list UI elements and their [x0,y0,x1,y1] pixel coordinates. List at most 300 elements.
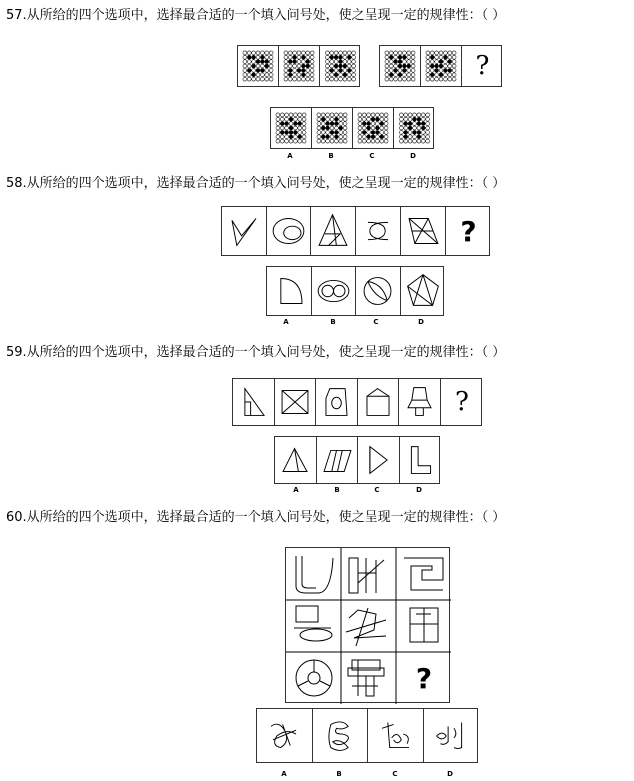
white-dot [343,139,347,143]
white-dot [330,126,334,130]
white-dot [334,113,338,117]
black-dot [330,55,334,59]
white-dot [269,64,273,68]
white-dot [426,51,430,55]
black-dot [413,117,417,121]
white-dot [389,68,393,72]
black-dot [404,122,408,126]
q59-options [274,436,440,484]
white-dot [284,64,288,68]
white-dot [302,122,306,126]
black-dot [289,135,293,139]
white-dot [435,51,439,55]
white-dot [293,68,297,72]
white-dot [426,139,430,143]
black-dot [439,64,443,68]
white-dot [289,122,293,126]
white-dot [252,77,256,81]
black-dot [371,130,375,134]
white-dot [371,122,375,126]
white-dot [325,68,329,72]
white-dot [404,126,408,130]
q57-label-d: D [410,152,416,160]
q59-option-b[interactable] [317,437,358,483]
white-dot [380,117,384,121]
dot-grid [421,46,461,86]
black-dot [380,122,384,126]
white-dot [260,51,264,55]
black-dot [371,117,375,121]
black-dot [389,73,393,77]
black-dot [321,126,325,130]
white-dot [276,122,280,126]
white-dot [384,135,388,139]
black-dot [247,68,251,72]
black-dot [330,130,334,134]
white-dot [435,55,439,59]
white-dot [293,135,297,139]
black-dot [252,73,256,77]
black-dot [298,122,302,126]
black-dot [417,135,421,139]
white-dot [426,64,430,68]
white-dot [421,139,425,143]
white-dot [394,51,398,55]
white-dot [276,139,280,143]
black-dot [330,122,334,126]
white-dot [411,55,415,59]
white-dot [339,73,343,77]
white-dot [384,122,388,126]
q58-label-d: D [418,318,424,326]
white-dot [448,55,452,59]
white-dot [276,117,280,121]
q59-option-a[interactable] [275,437,317,483]
white-dot [394,55,398,59]
white-dot [389,51,393,55]
white-dot [343,130,347,134]
white-dot [325,55,329,59]
white-dot [326,113,330,117]
q58-seq-figure-1 [222,207,267,255]
black-dot [398,64,402,68]
white-dot [411,68,415,72]
black-dot [339,60,343,64]
q60-label-a: A [281,770,287,778]
white-dot [276,126,280,130]
white-dot [380,126,384,130]
black-dot [402,55,406,59]
white-dot [417,113,421,117]
white-dot [302,135,306,139]
q60-option-b[interactable] [313,709,368,762]
q58-option-d[interactable] [401,267,445,315]
white-dot [265,77,269,81]
white-dot [326,130,330,134]
black-dot [334,130,338,134]
white-dot [413,135,417,139]
black-dot [288,73,292,77]
black-dot [288,68,292,72]
white-dot [243,51,247,55]
white-dot [384,113,388,117]
white-dot [297,51,301,55]
white-dot [384,130,388,134]
white-dot [256,77,260,81]
white-dot [408,135,412,139]
white-dot [298,126,302,130]
white-dot [375,122,379,126]
white-dot [243,64,247,68]
white-dot [339,139,343,143]
black-dot [247,55,251,59]
black-dot [306,60,310,64]
black-dot [252,55,256,59]
white-dot [448,51,452,55]
q59-seq-figure-1 [233,379,275,425]
black-dot [293,130,297,134]
white-dot [408,130,412,134]
white-dot [452,64,456,68]
white-dot [375,135,379,139]
black-dot [326,126,330,130]
white-dot [408,139,412,143]
white-dot [252,68,256,72]
white-dot [385,64,389,68]
black-dot [367,135,371,139]
white-dot [288,64,292,68]
white-dot [339,117,343,121]
black-dot [439,73,443,77]
white-dot [326,117,330,121]
white-dot [439,68,443,72]
black-dot [280,122,284,126]
white-dot [404,117,408,121]
white-dot [256,51,260,55]
q58-option-b[interactable] [312,267,356,315]
black-dot [334,73,338,77]
white-dot [439,55,443,59]
white-dot [252,51,256,55]
white-dot [306,68,310,72]
q58-options [266,266,444,316]
white-dot [243,73,247,77]
black-dot [394,60,398,64]
white-dot [317,126,321,130]
white-dot [288,51,292,55]
white-dot [399,139,403,143]
white-dot [399,130,403,134]
white-dot [297,60,301,64]
white-dot [284,51,288,55]
white-dot [310,77,314,81]
white-dot [380,130,384,134]
white-dot [334,126,338,130]
black-dot [347,55,351,59]
q59-option-c[interactable] [358,437,400,483]
white-dot [367,139,371,143]
white-dot [330,117,334,121]
black-dot [301,55,305,59]
black-dot [402,68,406,72]
white-dot [389,64,393,68]
black-dot [339,126,343,130]
white-dot [352,55,356,59]
white-dot [269,73,273,77]
question-mark: ? [415,662,433,695]
white-dot [306,77,310,81]
white-dot [288,77,292,81]
white-dot [352,73,356,77]
black-dot [260,60,264,64]
black-dot [417,122,421,126]
white-dot [384,139,388,143]
black-dot [343,64,347,68]
white-dot [276,135,280,139]
white-dot [452,51,456,55]
white-dot [358,130,362,134]
white-dot [301,51,305,55]
black-dot [362,130,366,134]
question-mark: ? [460,214,477,248]
white-dot [280,139,284,143]
q58-label-a: A [283,318,289,326]
dot-grid [279,46,319,86]
white-dot [298,130,302,134]
white-dot [362,113,366,117]
black-dot [408,122,412,126]
white-dot [426,126,430,130]
q57-label-a: A [287,152,293,160]
black-dot [260,55,264,59]
question-57-text: 57.从所给的四个选项中，选择最合适的一个填入问号处，使之呈现一定的规律性：（ ） [6,8,506,23]
white-dot [358,126,362,130]
white-dot [280,126,284,130]
q58-option-a[interactable] [267,267,312,315]
black-dot [421,126,425,130]
white-dot [284,55,288,59]
black-dot [330,68,334,72]
q58-seq-figure-4 [356,207,401,255]
white-dot [343,60,347,64]
dot-grid [394,108,435,148]
white-dot [343,68,347,72]
black-dot [326,135,330,139]
white-dot [411,73,415,77]
white-dot [385,55,389,59]
white-dot [302,130,306,134]
white-dot [256,55,260,59]
white-dot [343,113,347,117]
black-dot [389,55,393,59]
q57-option-d[interactable] [394,108,435,148]
white-dot [280,117,284,121]
black-dot [339,55,343,59]
black-dot [326,122,330,126]
black-dot [343,73,347,77]
white-dot [417,126,421,130]
white-dot [243,55,247,59]
black-dot [375,130,379,134]
white-dot [426,130,430,134]
white-dot [421,117,425,121]
white-dot [448,77,452,81]
q57-option-b[interactable] [312,108,353,148]
white-dot [452,68,456,72]
white-dot [439,51,443,55]
black-dot [417,117,421,121]
white-dot [298,139,302,143]
white-dot [362,135,366,139]
white-dot [398,51,402,55]
q59-question-cell [441,379,483,425]
q57-label-b: B [328,152,334,160]
white-dot [385,60,389,64]
white-dot [297,64,301,68]
white-dot [452,55,456,59]
white-dot [310,64,314,68]
white-dot [326,139,330,143]
white-dot [317,122,321,126]
q57-seq-figure-2 [279,46,320,86]
white-dot [430,68,434,72]
white-dot [334,77,338,81]
white-dot [301,60,305,64]
white-dot [343,55,347,59]
black-dot [285,122,289,126]
dot-grid [238,46,278,86]
white-dot [330,135,334,139]
white-dot [310,51,314,55]
q58-sequence [221,206,490,256]
white-dot [398,77,402,81]
black-dot [301,68,305,72]
white-dot [310,68,314,72]
q60-label-b: B [336,770,342,778]
white-dot [247,77,251,81]
white-dot [285,117,289,121]
white-dot [293,77,297,81]
white-dot [430,51,434,55]
black-dot [413,130,417,134]
black-dot [280,130,284,134]
black-dot [289,130,293,134]
white-dot [247,73,251,77]
white-dot [362,139,366,143]
white-dot [402,51,406,55]
white-dot [321,139,325,143]
white-dot [352,77,356,81]
q59-label-c: C [374,486,380,494]
black-dot [430,64,434,68]
q60-options [256,708,478,763]
black-dot [398,55,402,59]
white-dot [293,51,297,55]
white-dot [285,113,289,117]
black-dot [293,60,297,64]
q59-label-a: A [293,486,299,494]
q60-grid-figures [286,548,451,704]
black-dot [417,130,421,134]
black-dot [334,122,338,126]
white-dot [325,77,329,81]
white-dot [297,73,301,77]
white-dot [325,73,329,77]
black-dot [421,122,425,126]
q57-option-c[interactable] [353,108,394,148]
white-dot [389,77,393,81]
dot-grid [320,46,361,86]
white-dot [302,113,306,117]
white-dot [413,122,417,126]
q60-option-c[interactable] [368,709,424,762]
q59-seq-figure-5 [399,379,441,425]
white-dot [375,113,379,117]
q59-label-b: B [334,486,340,494]
black-dot [443,68,447,72]
q60-option-a[interactable] [257,709,313,762]
white-dot [243,68,247,72]
black-dot [371,135,375,139]
dot-grid [380,46,420,86]
black-dot [339,64,343,68]
white-dot [289,113,293,117]
white-dot [411,60,415,64]
white-dot [293,113,297,117]
q60-option-d[interactable] [424,709,479,762]
white-dot [339,135,343,139]
white-dot [439,77,443,81]
white-dot [426,68,430,72]
white-dot [371,126,375,130]
white-dot [317,135,321,139]
black-dot [402,64,406,68]
white-dot [343,77,347,81]
white-dot [260,73,264,77]
white-dot [399,135,403,139]
question-58-text: 58.从所给的四个选项中，选择最合适的一个填入问号处，使之呈现一定的规律性：（ ） [6,176,506,191]
question-mark: ? [475,51,490,81]
q57-seq-figure-3 [320,46,361,86]
white-dot [339,77,343,81]
white-dot [325,64,329,68]
white-dot [367,130,371,134]
white-dot [284,60,288,64]
white-dot [380,139,384,143]
q60-grid [285,547,450,703]
q58-option-c[interactable] [356,267,401,315]
black-dot [256,60,260,64]
white-dot [443,77,447,81]
white-dot [435,77,439,81]
white-dot [330,51,334,55]
white-dot [321,113,325,117]
black-dot [260,68,264,72]
black-dot [380,135,384,139]
white-dot [297,77,301,81]
white-dot [435,60,439,64]
question-60-text: 60.从所给的四个选项中，选择最合适的一个填入问号处，使之呈现一定的规律性：（ ） [6,510,506,525]
white-dot [385,73,389,77]
white-dot [334,60,338,64]
white-dot [452,73,456,77]
white-dot [343,135,347,139]
q57-option-a[interactable] [271,108,312,148]
white-dot [298,117,302,121]
white-dot [247,51,251,55]
black-dot [265,60,269,64]
q59-option-d[interactable] [400,437,441,483]
